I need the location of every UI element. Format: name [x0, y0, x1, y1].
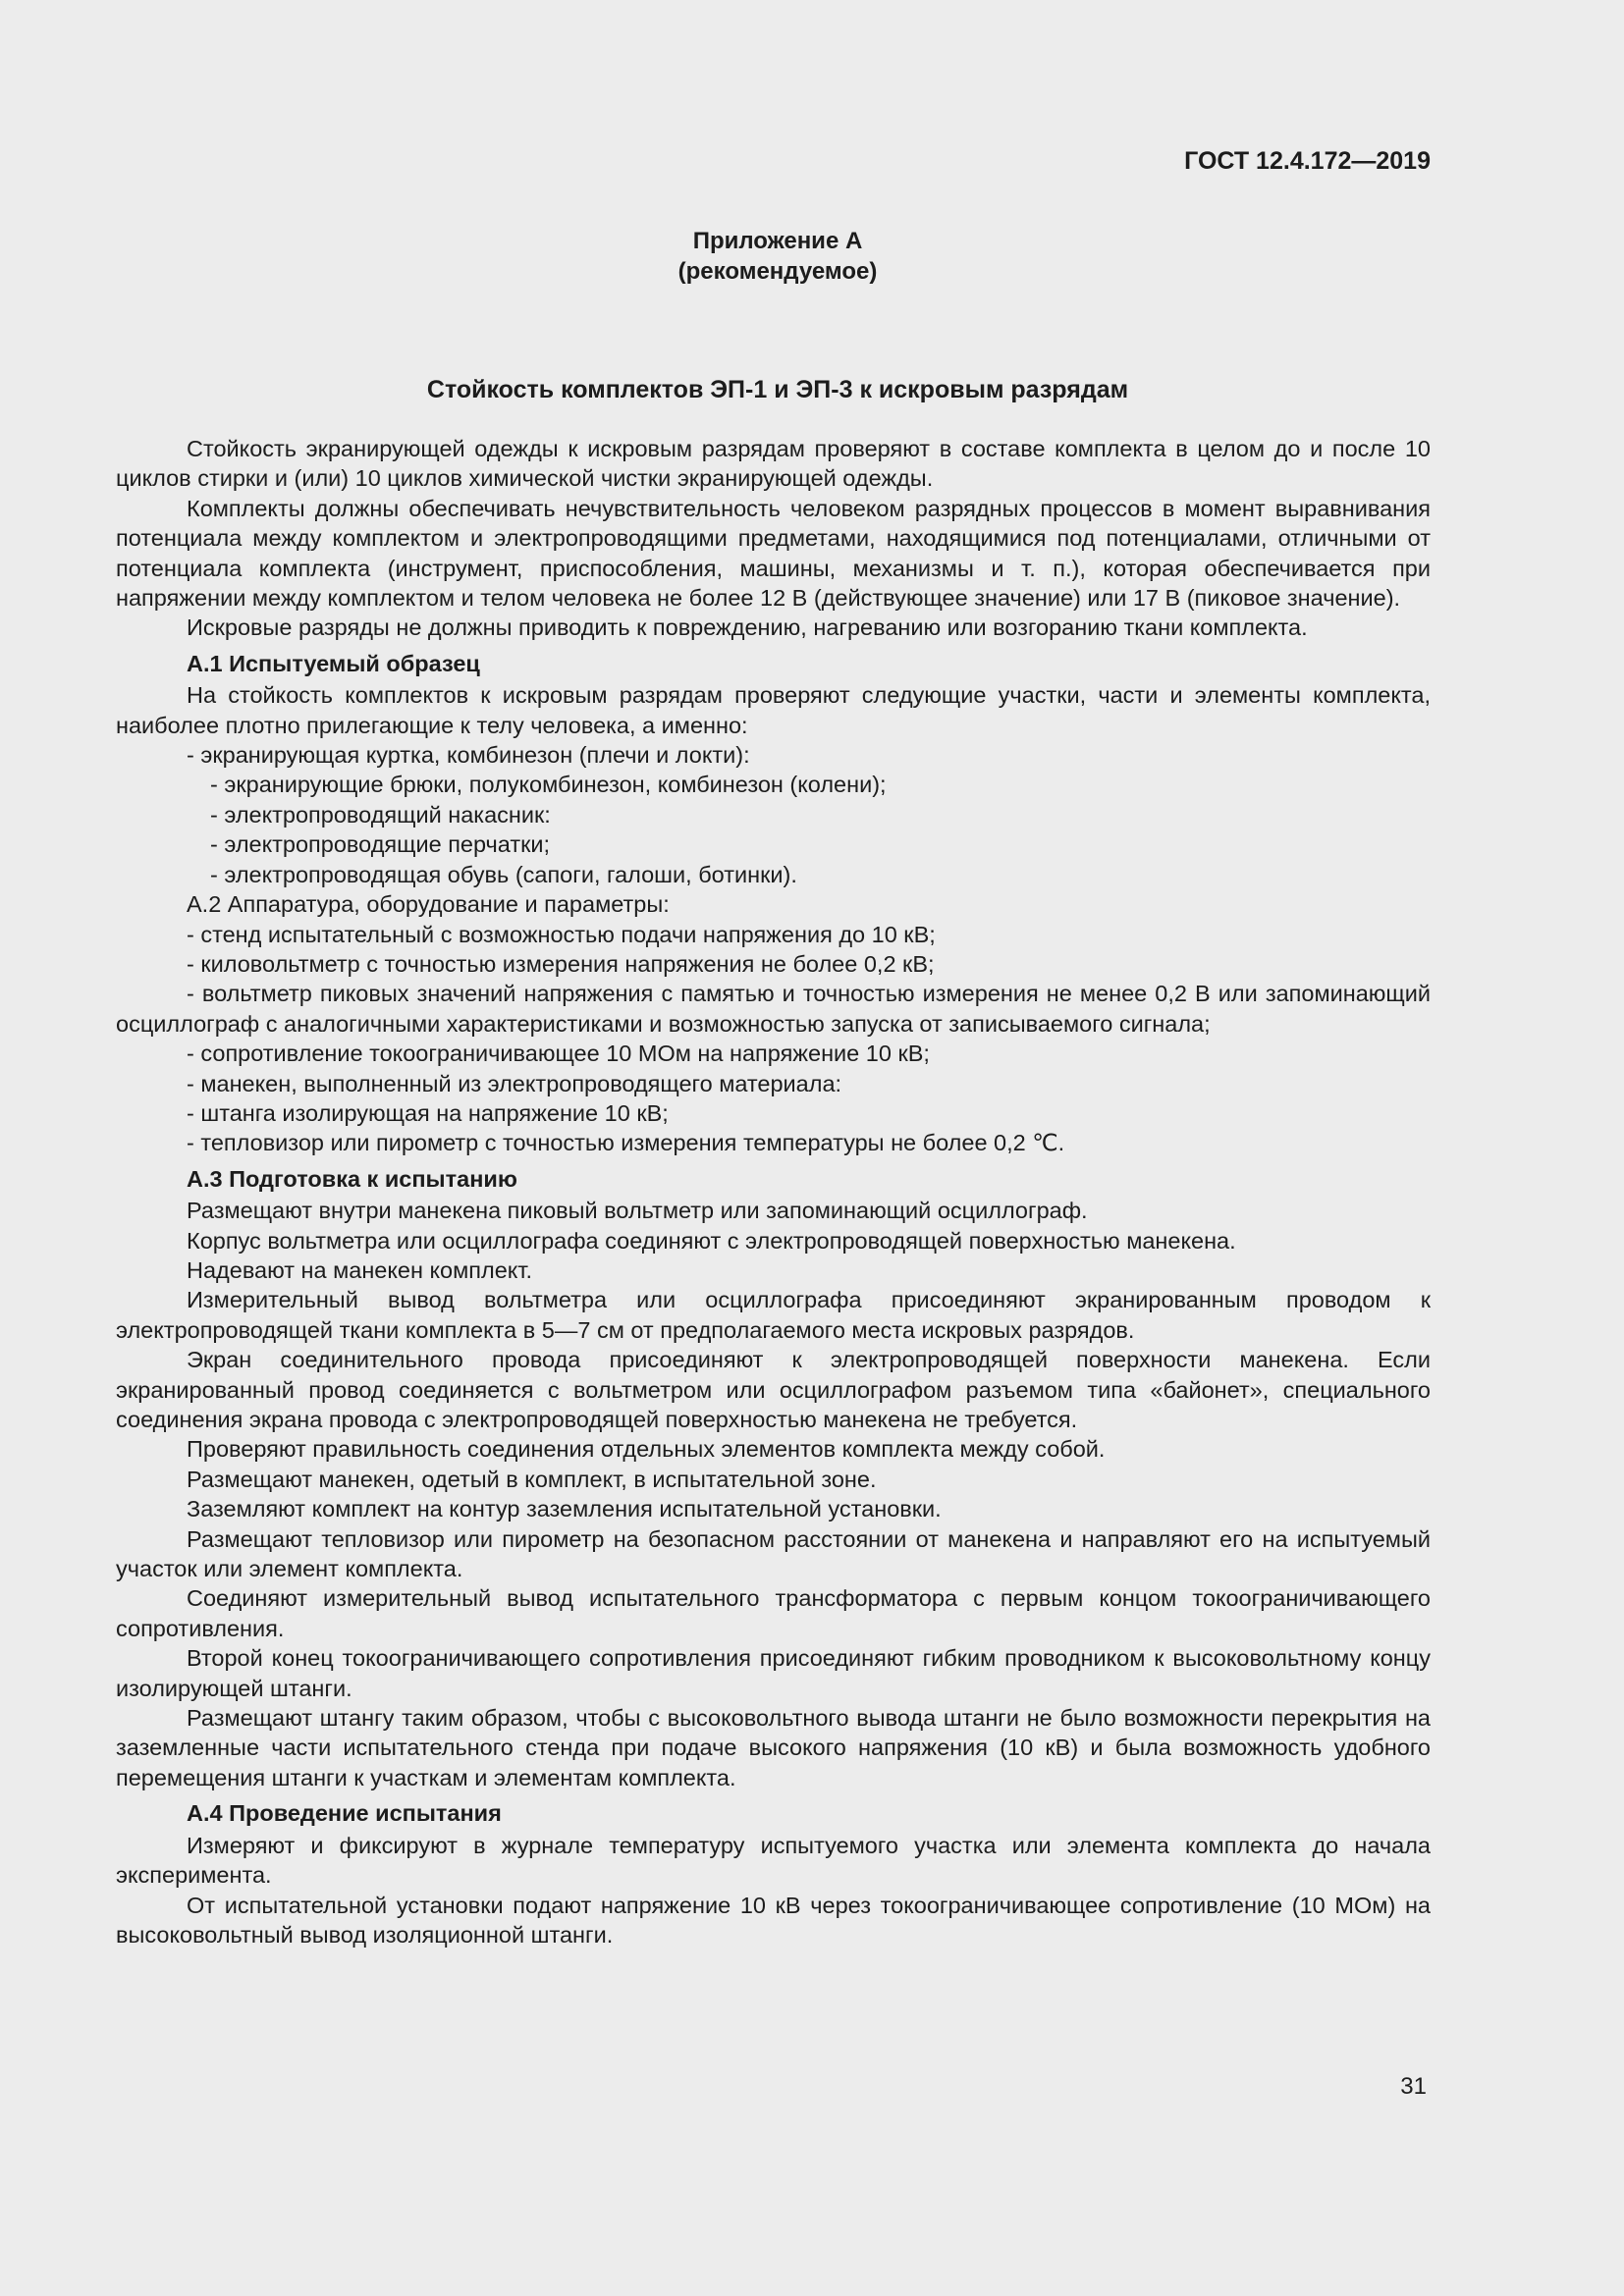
standard-number: ГОСТ 12.4.172—2019: [1184, 147, 1431, 175]
a3-paragraph: Размещают штангу таким образом, чтобы с высоковольтного вывода штанги не было возможности перекрытия на заземленные части испытательного стенда при подаче высокого напряжения (10 кВ) и была возможность удобного перемещения штанги к участкам и элементам комплекта.: [116, 1705, 1431, 1790]
document-body: [116, 434, 1431, 1949]
a1-list-item: - электропроводящие перчатки;: [210, 831, 551, 858]
a2-list-item: - тепловизор или пирометр с точностью измерения температуры не более 0,2 ℃.: [187, 1130, 1065, 1156]
a1-list-item: - экранирующая куртка, комбинезон (плечи и локти):: [187, 742, 750, 769]
a2-list-item: - манекен, выполненный из электропроводящего материала:: [187, 1070, 842, 1096]
a2-list-item: - стенд испытательный с возможностью подачи напряжения до 10 кВ;: [187, 921, 936, 947]
a3-paragraph: Размещают манекен, одетый в комплект, в испытательной зоне.: [187, 1466, 877, 1492]
a1-list-item: - электропроводящий накасник:: [210, 801, 551, 828]
a3-paragraph: Заземляют комплект на контур заземления испытательной установки.: [187, 1496, 942, 1522]
a3-paragraph: Соединяют измерительный вывод испытательного трансформатора с первым концом токоограничивающего сопротивления.: [116, 1585, 1431, 1641]
a3-paragraph: Надевают на манекен комплект.: [187, 1256, 532, 1283]
a1-list-item: - экранирующие брюки, полукомбинезон, комбинезон (колени);: [210, 772, 887, 798]
section-heading-a3: А.3 Подготовка к испытанию: [187, 1165, 517, 1192]
section-heading-a4: А.4 Проведение испытания: [187, 1800, 502, 1827]
appendix-title: Приложение А: [692, 228, 863, 254]
a3-paragraph: Проверяют правильность соединения отдельных элементов комплекта между собой.: [187, 1436, 1106, 1463]
a3-paragraph: Корпус вольтметра или осциллографа соединяют с электропроводящей поверхностью манекена.: [187, 1227, 1236, 1254]
intro-paragraph: Искровые разряды не должны приводить к повреждению, нагреванию или возгоранию ткани комплекта.: [187, 614, 1308, 641]
section-heading-a1: А.1 Испытуемый образец: [187, 650, 480, 676]
a2-list-item: - сопротивление токоограничивающее 10 МОм на напряжение 10 кВ;: [187, 1041, 930, 1067]
a2-list-item: - штанга изолирующая на напряжение 10 кВ;: [187, 1099, 669, 1126]
document-title: Стойкость комплектов ЭП-1 и ЭП-3 к искровым разрядам: [426, 376, 1129, 403]
a2-list-item: - вольтметр пиковых значений напряжения с памятью и точностью измерения не менее 0,2 В или запоминающий осциллограф с аналогичными характеристиками и возможностью запуска от записываемого сигнала;: [116, 981, 1431, 1037]
intro-paragraph: Комплекты должны обеспечивать нечувствительность человеком разрядных процессов в момент выравнивания потенциала между комплектом и электропроводящими предметами, находящимися под потенциалами, отличными от потенциала комплекта (инструмент, приспособления, машины, механизмы и т. п.), которая обеспечивается при напряжении между комплектом и телом человека не более 12 В (действующее значение) или 17 В (пиковое значение).: [116, 495, 1431, 612]
appendix-status: (рекомендуемое): [677, 258, 878, 285]
a3-paragraph: Размещают внутри манекена пиковый вольтметр или запоминающий осциллограф.: [187, 1198, 1088, 1224]
section-heading-a2: А.2 Аппаратура, оборудование и параметры:: [187, 891, 670, 918]
appendix-block: [0, 226, 1555, 287]
intro-paragraph: Стойкость экранирующей одежды к искровым разрядам проверяют в составе комплекта в целом до и после 10 циклов стирки и (или) 10 циклов химической чистки экранирующей одежды.: [116, 436, 1431, 492]
a3-paragraph: Измерительный вывод вольтметра или осциллографа присоединяют экранированным проводом к электропроводящей ткани комплекта в 5—7 см от предполагаемого места искровых разрядов.: [116, 1287, 1431, 1343]
a2-list-item: - киловольтметр с точностью измерения напряжения не более 0,2 кВ;: [187, 950, 935, 977]
a4-paragraph: Измеряют и фиксируют в журнале температуру испытуемого участка или элемента комплекта до начала эксперимента.: [116, 1832, 1431, 1889]
a1-list-item: - электропроводящая обувь (сапоги, галоши, ботинки).: [210, 861, 797, 887]
page-number: 31: [1400, 2073, 1427, 2100]
a3-paragraph: Экран соединительного провода присоединяют к электропроводящей поверхности манекена. Если экранированный провод соединяется с вольтметром или осциллографом разъемом типа «байонет», специального соединения экрана провода с электропроводящей поверхностью манекена не требуется.: [116, 1347, 1431, 1432]
a3-paragraph: Второй конец токоограничивающего сопротивления присоединяют гибким проводником к высоковольтному концу изолирующей штанги.: [116, 1645, 1431, 1701]
a4-paragraph: От испытательной установки подают напряжение 10 кВ через токоограничивающее сопротивление (10 МОм) на высоковольтный вывод изоляционной штанги.: [116, 1892, 1431, 1948]
a1-paragraph: На стойкость комплектов к искровым разрядам проверяют следующие участки, части и элементы комплекта, наиболее плотно прилегающие к телу человека, а именно:: [116, 682, 1431, 738]
a3-paragraph: Размещают тепловизор или пирометр на безопасном расстоянии от манекена и направляют его на испытуемый участок или элемент комплекта.: [116, 1525, 1431, 1582]
